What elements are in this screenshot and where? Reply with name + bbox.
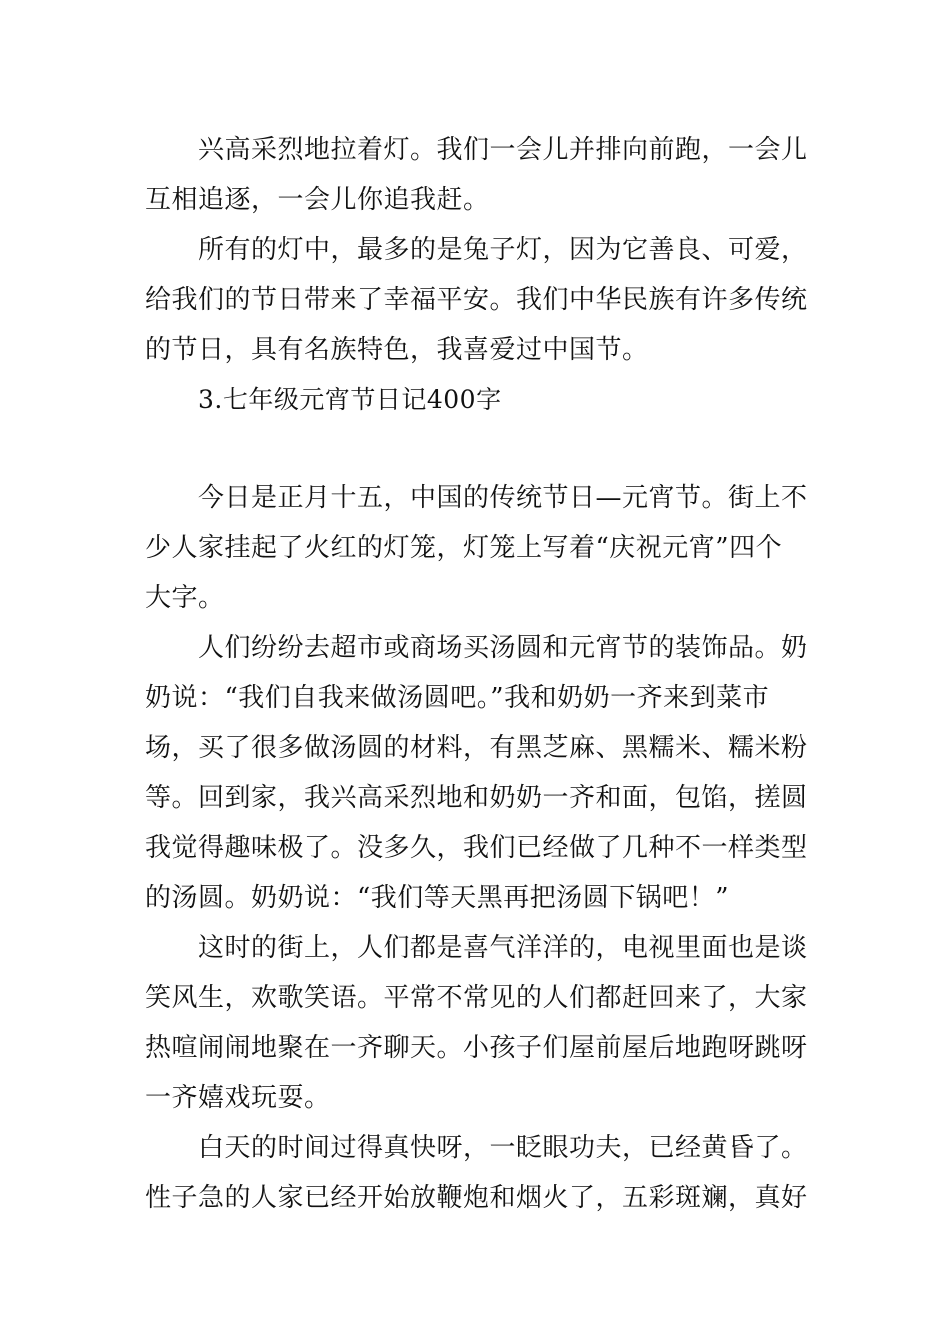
text-line: 大字。 — [145, 583, 225, 613]
text-line: 给我们的节日带来了幸福平安。我们中华民族有许多传统 — [145, 285, 808, 315]
text-line: 的节日，具有名族特色，我喜爱过中国节。 — [145, 335, 649, 365]
text-line: 热喧闹闹地聚在一齐聊天。小孩子们屋前屋后地跑呀跳呀 — [145, 1033, 808, 1063]
text-line: 奶说：“我们自我来做汤圆吧。”我和奶奶一齐来到菜市 — [145, 683, 770, 713]
text-line: 笑风生，欢歌笑语。平常不常见的人们都赶回来了，大家 — [145, 983, 808, 1013]
text-line: 我觉得趣味极了。没多久，我们已经做了几种不一样类型 — [145, 833, 808, 863]
section-heading: 3.七年级元宵节日记400字 — [198, 385, 502, 414]
text-line: 等。回到家，我兴高采烈地和奶奶一齐和面，包馅，搓圆 — [145, 783, 808, 813]
text-line: 人们纷纷去超市或商场买汤圆和元宵节的装饰品。奶 — [198, 633, 808, 663]
text-line: 互相追逐，一会儿你追我赶。 — [145, 185, 490, 215]
text-line: 的汤圆。奶奶说：“我们等天黑再把汤圆下锅吧！” — [145, 883, 730, 913]
text-line: 一齐嬉戏玩耍。 — [145, 1083, 331, 1113]
text-line: 兴高采烈地拉着灯。我们一会儿并排向前跑，一会儿 — [198, 135, 808, 165]
text-line: 场，买了很多做汤圆的材料，有黑芝麻、黑糯米、糯米粉 — [145, 733, 808, 763]
text-line: 少人家挂起了火红的灯笼，灯笼上写着“庆祝元宵”四个 — [145, 533, 783, 563]
text-line: 今日是正月十五，中国的传统节日—元宵节。街上不 — [198, 483, 808, 513]
text-line: 这时的街上，人们都是喜气洋洋的，电视里面也是谈 — [198, 933, 808, 963]
text-line: 白天的时间过得真快呀，一眨眼功夫，已经黄昏了。 — [198, 1133, 808, 1163]
text-line: 所有的灯中，最多的是兔子灯，因为它善良、可爱， — [198, 235, 808, 265]
text-line: 性子急的人家已经开始放鞭炮和烟火了，五彩斑斓，真好 — [145, 1183, 808, 1213]
